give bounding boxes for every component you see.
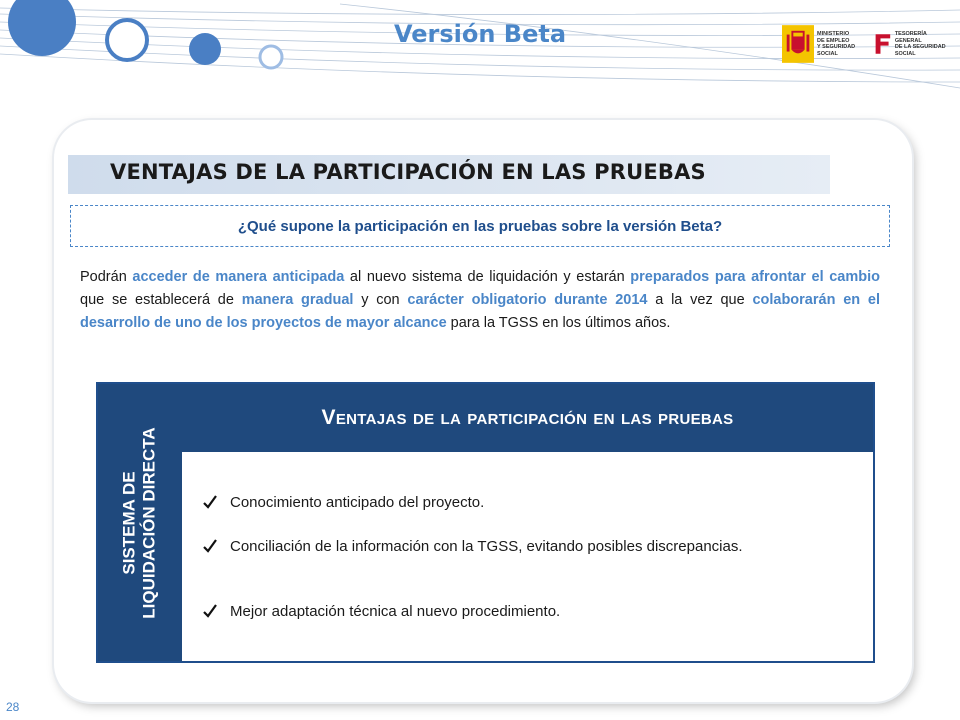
- table-body: [182, 452, 873, 661]
- list-item: [202, 493, 864, 513]
- question-text: ¿Qué supone la participación en las pruebas sobre la versión Beta?: [237, 217, 723, 235]
- list-item: [202, 602, 864, 622]
- highlight-text: colaborarán en el desarrollo de uno de los proyectos de mayor alcance: [80, 292, 880, 331]
- advantages-table: [96, 382, 875, 663]
- paragraph-text: para la TGSS en los últimos años.: [446, 315, 671, 331]
- table-header: [182, 384, 873, 452]
- section-title: VENTAJAS DE LA PARTICIPACIÓN EN LAS PRUEBAS: [110, 160, 706, 184]
- table-header-text: Ventajas de la participación en las pruebas: [321, 406, 734, 429]
- coat-of-arms-icon: [782, 24, 814, 64]
- highlight-text: manera gradual: [241, 292, 354, 308]
- paragraph-text: al nuevo sistema de liquidación y estarán: [344, 269, 631, 285]
- tgss-logo: [874, 24, 954, 64]
- question-box: [70, 205, 890, 247]
- checkmark-icon: [202, 603, 218, 619]
- checkmark-icon: [202, 538, 218, 554]
- paragraph-text: Podrán: [80, 269, 133, 285]
- paragraph-text: a la vez que: [647, 292, 753, 308]
- side-label-cell: [98, 384, 182, 661]
- tgss-mark-icon: [874, 30, 892, 58]
- highlight-text: acceder de manera anticipada: [132, 269, 345, 285]
- paragraph-text: y con: [353, 292, 408, 308]
- list-item-text: Conocimiento anticipado del proyecto.: [230, 494, 485, 511]
- list-item-text: Mejor adaptación técnica al nuevo procedimiento.: [230, 603, 561, 620]
- list-item-text: Conciliación de la información con la TGSS, evitando posibles discrepancias.: [230, 538, 743, 555]
- paragraph-text: que se establecerá de: [80, 292, 242, 308]
- highlight-text: carácter obligatorio durante 2014: [407, 292, 648, 308]
- side-label: [120, 427, 160, 618]
- side-label-line: SISTEMA DE: [120, 470, 139, 575]
- page-title: Versión Beta: [393, 20, 567, 48]
- tgss-logo-text: TESORERÍA GENERAL DE LA SEGURIDAD SOCIAL: [894, 31, 946, 57]
- ministerio-logo: [782, 22, 874, 66]
- side-label-line: LIQUIDACIÓN DIRECTA: [140, 426, 159, 619]
- checkmark-icon: [202, 494, 218, 510]
- highlight-text: preparados para afrontar el cambio: [630, 269, 880, 285]
- ministerio-logo-text: MINISTERIO DE EMPLEO Y SEGURIDAD SOCIAL: [817, 31, 856, 57]
- intro-paragraph: [80, 266, 880, 335]
- page-number: 28: [6, 700, 20, 714]
- list-item: [202, 537, 864, 557]
